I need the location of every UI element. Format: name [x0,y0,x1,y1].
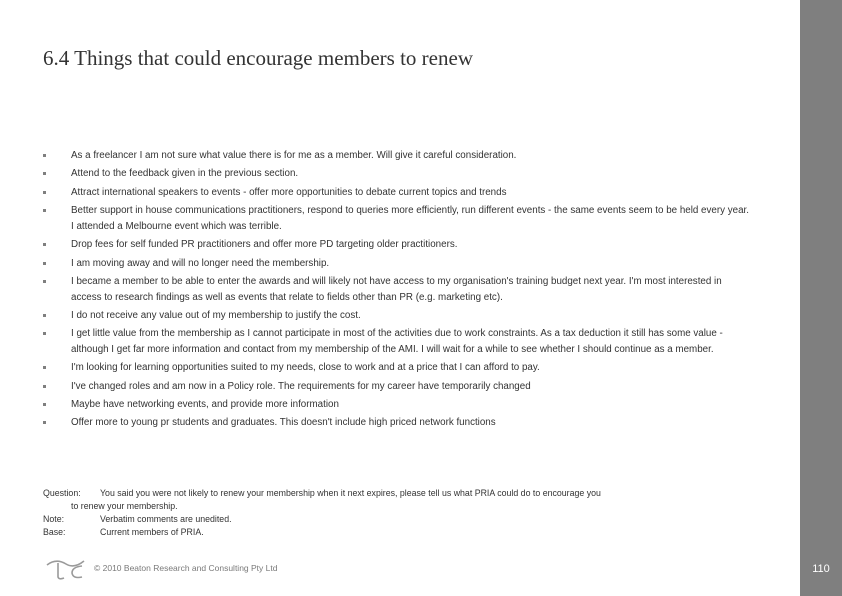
list-item [43,415,753,431]
bullet-marker [43,172,46,175]
bullet-marker [43,280,46,283]
question-text: You said you were not likely to renew your membership when it next expires, please tell us what PRIA could do to encourage you [100,488,601,498]
comment-text: I do not receive any value out of my membership to justify the cost. [71,309,361,321]
base-row [43,526,723,539]
comment-list [43,148,753,434]
footnotes [43,487,723,539]
page-number: 110 [812,563,830,575]
list-item [43,148,753,164]
question-continuation: to renew your membership. [71,501,178,511]
bullet-marker [43,385,46,388]
comment-text: I am moving away and will no longer need the membership. [71,257,330,269]
bullet-marker [43,366,46,369]
comment-text: As a freelancer I am not sure what value there is for me as a member. Will give it careful consideration. [71,150,517,161]
comment-text: Better support in house communications practitioners, respond to queries more efficiently, run different events - the same events seem to be held every year. I attended a Melbourne event which was terrible. [71,205,749,232]
base-label: Base: [43,527,66,537]
comment-text: Maybe have networking events, and provide more information [71,399,339,411]
bullet-marker [43,421,46,424]
base-text: Current members of PRIA. [100,527,204,537]
bullet-marker [43,403,46,406]
bullet-marker [43,243,46,246]
bullet-marker [43,262,46,265]
question-label: Question: [43,488,81,498]
comment-text: Offer more to young pr students and graduates. This doesn't include high priced network functions [71,417,496,429]
list-item [43,203,753,234]
right-sidebar [800,0,842,596]
list-item [43,274,753,305]
company-logo-icon [44,557,88,581]
note-text: Verbatim comments are unedited. [100,514,232,524]
list-item [43,360,753,376]
comment-text: I've changed roles and am now in a Policy role. The requirements for my career have temporarily changed [71,380,531,392]
comment-text: Attend to the feedback given in the previous section. [71,168,299,180]
note-label: Note: [43,514,65,524]
comment-text: Drop fees for self funded PR practitioners and offer more PD targeting older practitioners. [71,239,458,251]
list-item [43,326,753,357]
list-item [43,256,753,272]
list-item [43,237,753,253]
list-item [43,397,753,413]
bullet-marker [43,209,46,212]
comment-text: I'm looking for learning opportunities suited to my needs, close to work and at a price that I can afford to pay. [71,362,540,374]
bullet-marker [43,191,46,194]
bullet-marker [43,154,46,157]
list-item [43,166,753,182]
list-item [43,379,753,395]
note-row [43,513,723,526]
comment-text: I became a member to be able to enter the awards and will likely not have access to my organisation's training budget next year. I'm most interested in access to research findings as well as events that relate to fields other than PR (e.g. marketing etc). [71,275,722,303]
bullet-marker [43,314,46,317]
bullet-marker [43,332,46,335]
comment-text: I get little value from the membership as I cannot participate in most of the activities due to work constraints. As a tax deduction it still has some value - although I get far more information and contact from my membership of the AMI. I will wait for a while to see whether I should continue as a member. [71,328,723,355]
list-item [43,185,753,201]
comment-text: Attract international speakers to events - offer more opportunities to debate current topics and trends [71,186,507,198]
copyright-text: © 2010 Beaton Research and Consulting Pty Ltd [94,563,278,573]
list-item [43,308,753,324]
question-row [43,487,723,500]
page-title: 6.4 Things that could encourage members to renew [43,46,473,70]
